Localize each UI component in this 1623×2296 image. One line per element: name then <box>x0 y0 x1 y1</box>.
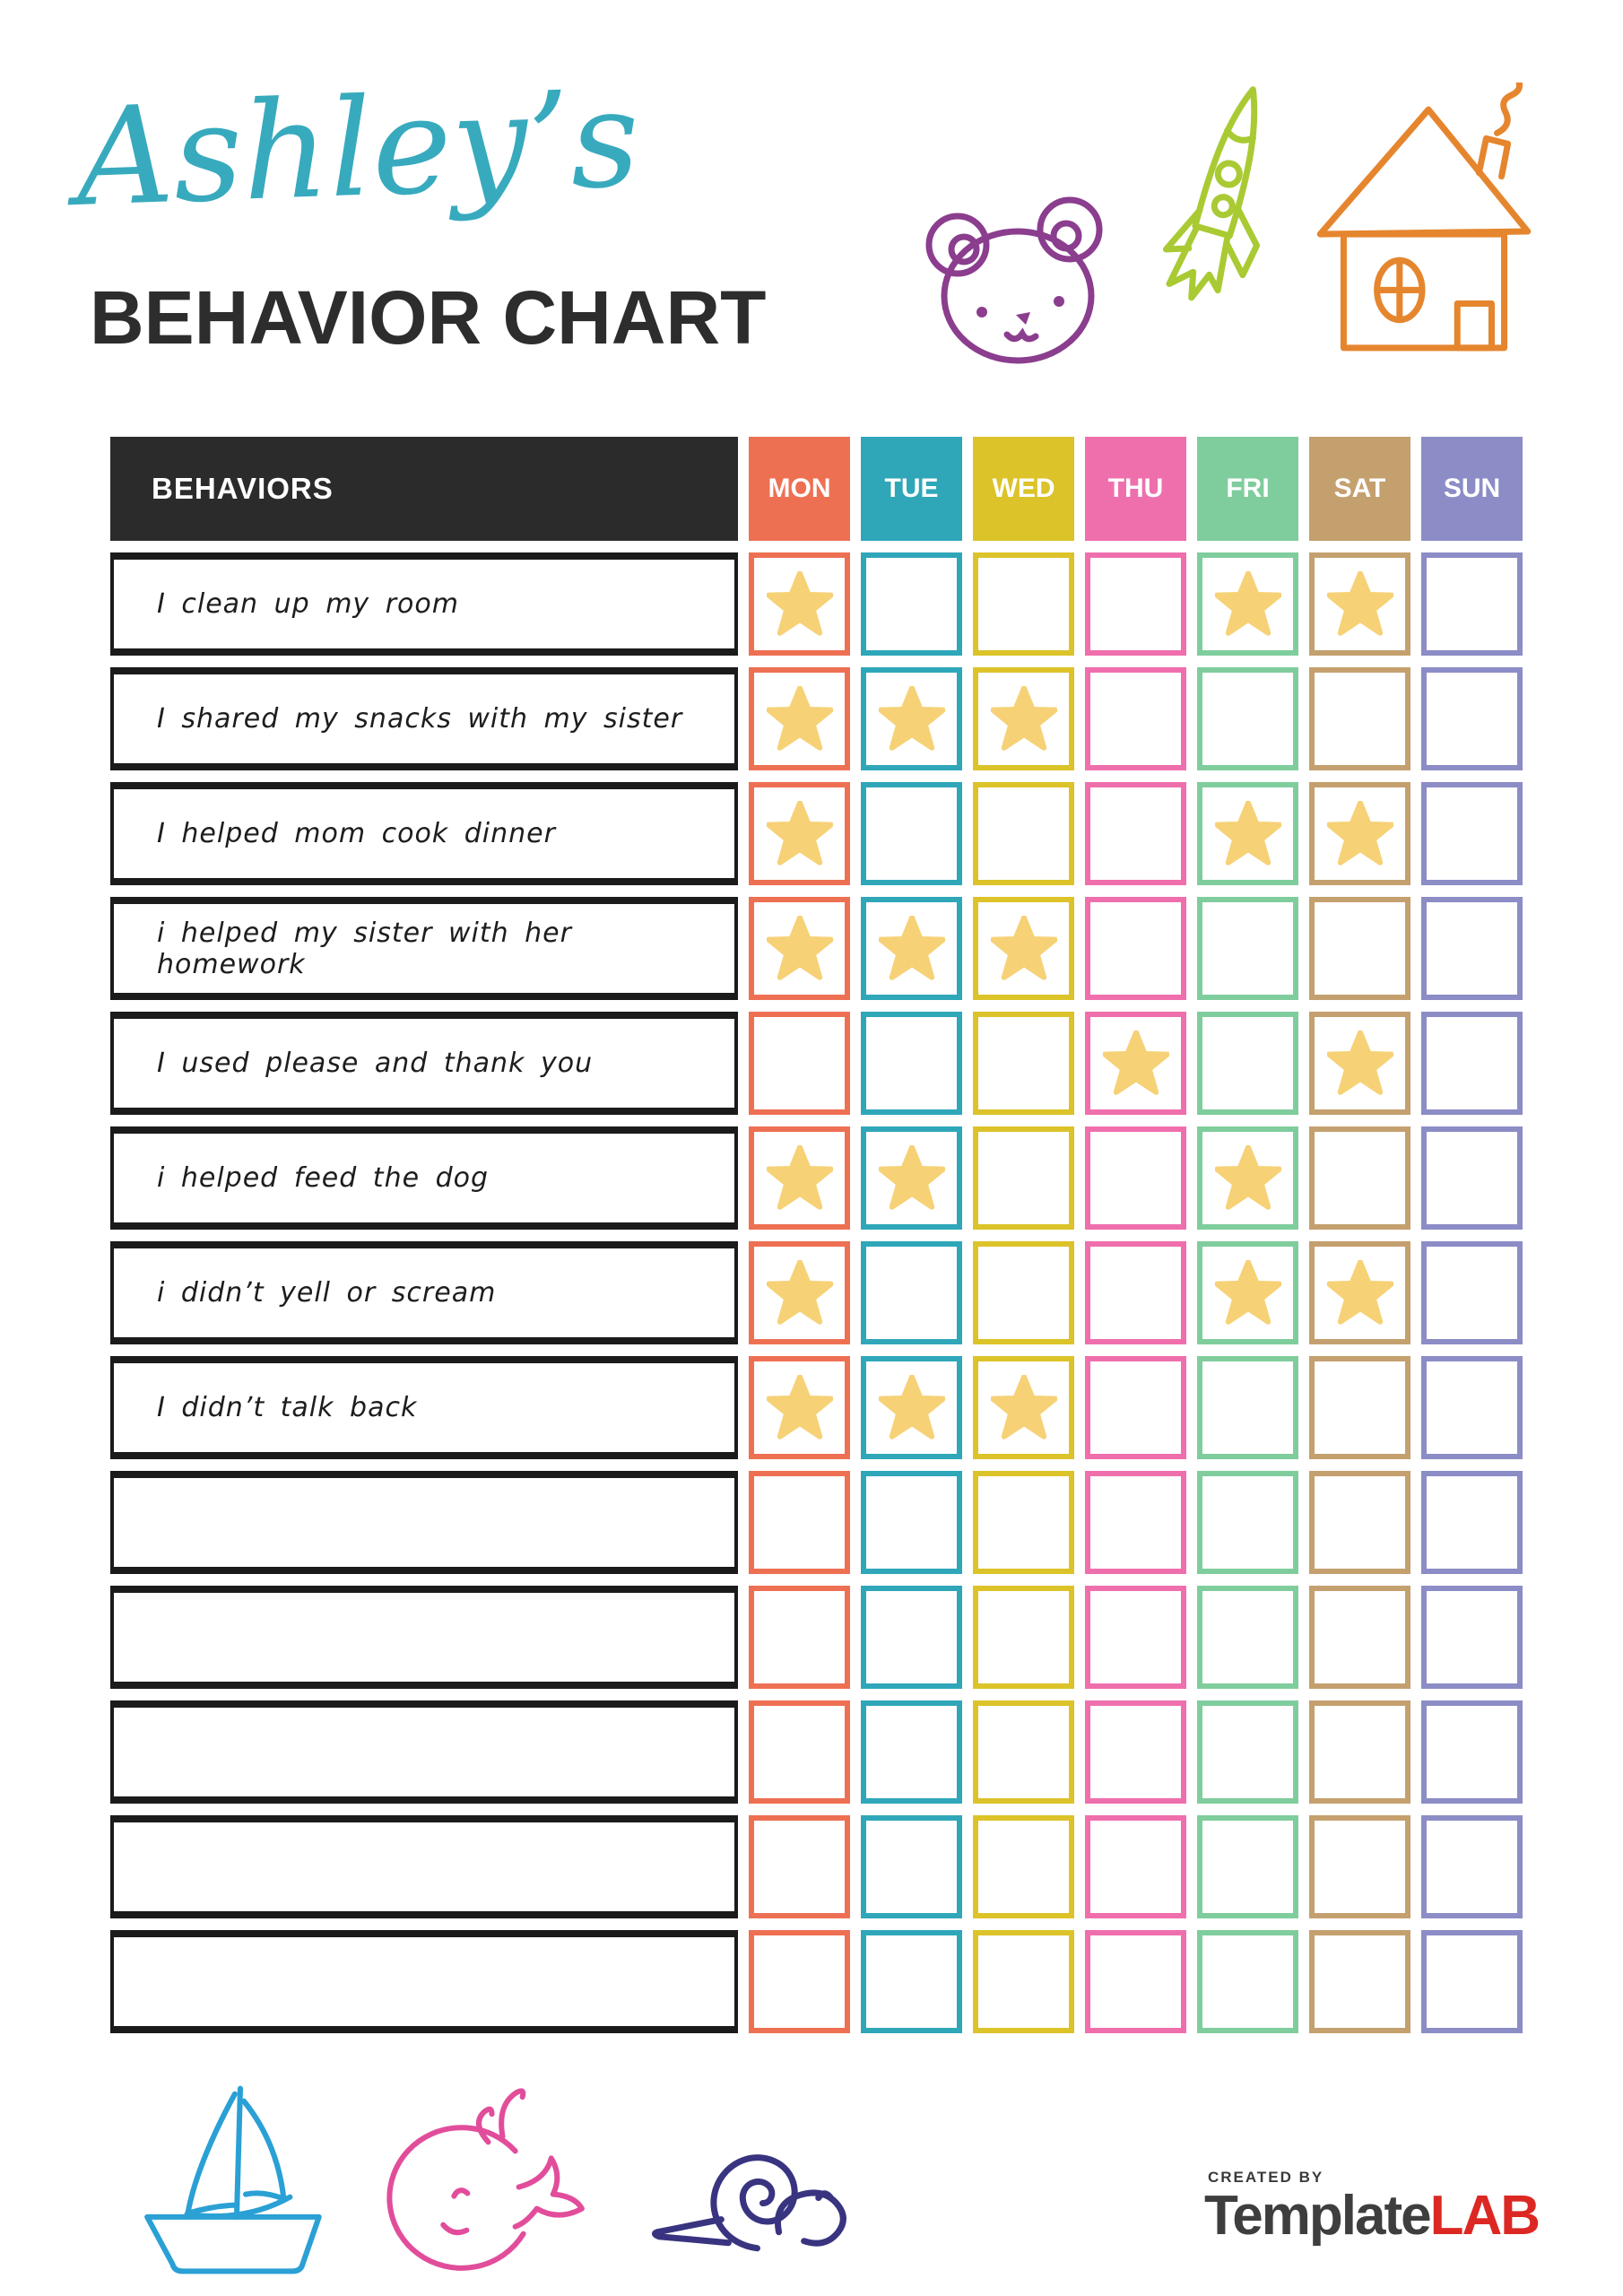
star-icon <box>1103 1031 1169 1097</box>
brand-template: Template <box>1204 2185 1430 2247</box>
star-icon <box>879 686 945 752</box>
day-cell-wed-row12[interactable] <box>973 1815 1074 1918</box>
star-icon <box>1215 1145 1281 1212</box>
rocket-doodle-icon <box>1137 70 1307 395</box>
day-cell-mon-row7[interactable] <box>749 1241 850 1344</box>
day-header-sat: SAT <box>1309 437 1410 541</box>
day-cell-sat-row3[interactable] <box>1309 782 1410 885</box>
day-cell-sat-row1[interactable] <box>1309 552 1410 656</box>
day-cell-wed-row9[interactable] <box>973 1471 1074 1574</box>
day-cell-sun-row9[interactable] <box>1421 1471 1523 1574</box>
day-cell-sun-row11[interactable] <box>1421 1700 1523 1804</box>
behavior-row-label <box>110 1471 738 1574</box>
day-cell-mon-row3[interactable] <box>749 782 850 885</box>
day-cell-thu-row5[interactable] <box>1085 1012 1186 1115</box>
day-cell-sun-row3[interactable] <box>1421 782 1523 885</box>
day-cell-thu-row9[interactable] <box>1085 1471 1186 1574</box>
behavior-row-label <box>110 1930 738 2033</box>
day-cell-tue-row6[interactable] <box>861 1126 962 1230</box>
day-cell-mon-row1[interactable] <box>749 552 850 656</box>
bear-doodle-icon <box>916 187 1124 366</box>
day-header-mon: MON <box>749 437 850 541</box>
behavior-row-label <box>110 1700 738 1804</box>
star-icon <box>991 686 1057 752</box>
day-cell-fri-row9[interactable] <box>1197 1471 1298 1574</box>
behavior-row-label <box>110 1126 738 1230</box>
day-cell-wed-row1[interactable] <box>973 552 1074 656</box>
day-cell-fri-row11[interactable] <box>1197 1700 1298 1804</box>
brand-lab: LAB <box>1429 2185 1540 2247</box>
day-header-wed: WED <box>973 437 1074 541</box>
day-cell-mon-row5[interactable] <box>749 1012 850 1115</box>
day-cell-wed-row6[interactable] <box>973 1126 1074 1230</box>
day-cell-fri-row8[interactable] <box>1197 1356 1298 1459</box>
day-cell-wed-row7[interactable] <box>973 1241 1074 1344</box>
day-cell-thu-row6[interactable] <box>1085 1126 1186 1230</box>
day-cell-mon-row9[interactable] <box>749 1471 850 1574</box>
day-cell-tue-row13[interactable] <box>861 1930 962 2033</box>
day-cell-sat-row10[interactable] <box>1309 1586 1410 1689</box>
star-icon <box>879 1145 945 1212</box>
behavior-row-label <box>110 1586 738 1689</box>
day-cell-wed-row5[interactable] <box>973 1012 1074 1115</box>
day-header-sun: SUN <box>1421 437 1523 541</box>
day-cell-thu-row1[interactable] <box>1085 552 1186 656</box>
day-cell-wed-row4[interactable] <box>973 897 1074 1000</box>
behavior-row-label <box>110 897 738 1000</box>
day-cell-sat-row12[interactable] <box>1309 1815 1410 1918</box>
behavior-label-text: I didn’t talk back <box>157 1392 418 1423</box>
day-cell-sat-row2[interactable] <box>1309 667 1410 770</box>
behavior-row-label <box>110 782 738 885</box>
day-cell-tue-row2[interactable] <box>861 667 962 770</box>
day-cell-sat-row5[interactable] <box>1309 1012 1410 1115</box>
day-cell-mon-row12[interactable] <box>749 1815 850 1918</box>
behavior-label-text: i helped my sister with her homework <box>157 917 572 980</box>
day-cell-wed-row3[interactable] <box>973 782 1074 885</box>
created-by-label: CREATED BY <box>1208 2169 1324 2186</box>
page-title: BEHAVIOR CHART <box>90 275 767 360</box>
day-cell-sat-row6[interactable] <box>1309 1126 1410 1230</box>
star-icon <box>1327 1260 1393 1326</box>
day-cell-mon-row8[interactable] <box>749 1356 850 1459</box>
behavior-row-label <box>110 552 738 656</box>
star-icon <box>767 1375 833 1441</box>
day-cell-sun-row2[interactable] <box>1421 667 1523 770</box>
star-icon <box>767 686 833 752</box>
star-icon <box>991 916 1057 982</box>
day-cell-thu-row13[interactable] <box>1085 1930 1186 2033</box>
house-doodle-icon <box>1311 83 1537 371</box>
star-icon <box>1327 571 1393 638</box>
behavior-row-label <box>110 667 738 770</box>
day-cell-tue-row11[interactable] <box>861 1700 962 1804</box>
day-cell-thu-row7[interactable] <box>1085 1241 1186 1344</box>
star-icon <box>767 1145 833 1212</box>
day-cell-wed-row10[interactable] <box>973 1586 1074 1689</box>
snail-doodle-icon <box>642 2115 881 2264</box>
day-cell-mon-row4[interactable] <box>749 897 850 1000</box>
day-cell-tue-row8[interactable] <box>861 1356 962 1459</box>
templatelab-logo <box>1204 2169 1539 2245</box>
day-cell-sun-row4[interactable] <box>1421 897 1523 1000</box>
day-cell-sun-row10[interactable] <box>1421 1586 1523 1689</box>
day-cell-sat-row11[interactable] <box>1309 1700 1410 1804</box>
day-cell-fri-row2[interactable] <box>1197 667 1298 770</box>
day-cell-thu-row3[interactable] <box>1085 782 1186 885</box>
day-cell-tue-row9[interactable] <box>861 1471 962 1574</box>
day-cell-sat-row4[interactable] <box>1309 897 1410 1000</box>
day-cell-fri-row13[interactable] <box>1197 1930 1298 2033</box>
star-icon <box>1215 801 1281 867</box>
day-cell-sat-row7[interactable] <box>1309 1241 1410 1344</box>
day-cell-wed-row13[interactable] <box>973 1930 1074 2033</box>
star-icon <box>1215 571 1281 638</box>
day-cell-sat-row8[interactable] <box>1309 1356 1410 1459</box>
day-cell-tue-row10[interactable] <box>861 1586 962 1689</box>
day-cell-tue-row5[interactable] <box>861 1012 962 1115</box>
day-cell-tue-row3[interactable] <box>861 782 962 885</box>
day-header-thu: THU <box>1085 437 1186 541</box>
behavior-row-label <box>110 1815 738 1918</box>
child-name-title: Ashley’s <box>74 61 642 237</box>
day-cell-tue-row1[interactable] <box>861 552 962 656</box>
star-icon <box>767 1260 833 1326</box>
day-cell-fri-row7[interactable] <box>1197 1241 1298 1344</box>
whale-doodle-icon <box>382 2079 603 2291</box>
day-cell-fri-row5[interactable] <box>1197 1012 1298 1115</box>
star-icon <box>767 571 833 638</box>
star-icon <box>767 916 833 982</box>
day-cell-fri-row3[interactable] <box>1197 782 1298 885</box>
behavior-row-label <box>110 1356 738 1459</box>
day-cell-thu-row2[interactable] <box>1085 667 1186 770</box>
day-cell-sun-row6[interactable] <box>1421 1126 1523 1230</box>
day-cell-thu-row8[interactable] <box>1085 1356 1186 1459</box>
day-cell-mon-row2[interactable] <box>749 667 850 770</box>
day-cell-mon-row6[interactable] <box>749 1126 850 1230</box>
behavior-label-text: I shared my snacks with my sister <box>157 703 683 735</box>
behavior-table <box>110 437 1523 2033</box>
day-cell-tue-row4[interactable] <box>861 897 962 1000</box>
star-icon <box>767 801 833 867</box>
sailboat-doodle-icon <box>135 2072 352 2285</box>
day-cell-fri-row1[interactable] <box>1197 552 1298 656</box>
day-header-fri: FRI <box>1197 437 1298 541</box>
star-icon <box>879 916 945 982</box>
day-cell-tue-row7[interactable] <box>861 1241 962 1344</box>
day-cell-mon-row10[interactable] <box>749 1586 850 1689</box>
day-cell-sun-row13[interactable] <box>1421 1930 1523 2033</box>
day-cell-thu-row12[interactable] <box>1085 1815 1186 1918</box>
behavior-row-label <box>110 1241 738 1344</box>
day-cell-sun-row8[interactable] <box>1421 1356 1523 1459</box>
behavior-label-text: I helped mom cook dinner <box>157 818 556 849</box>
star-icon <box>1327 1031 1393 1097</box>
day-cell-fri-row4[interactable] <box>1197 897 1298 1000</box>
day-header-tue: TUE <box>861 437 962 541</box>
day-cell-sun-row7[interactable] <box>1421 1241 1523 1344</box>
star-icon <box>1327 801 1393 867</box>
day-cell-mon-row13[interactable] <box>749 1930 850 2033</box>
day-cell-fri-row10[interactable] <box>1197 1586 1298 1689</box>
star-icon <box>991 1375 1057 1441</box>
day-cell-sun-row1[interactable] <box>1421 552 1523 656</box>
day-cell-wed-row8[interactable] <box>973 1356 1074 1459</box>
behavior-label-text: i helped feed the dog <box>157 1162 490 1194</box>
behavior-row-label <box>110 1012 738 1115</box>
day-cell-fri-row6[interactable] <box>1197 1126 1298 1230</box>
day-cell-sat-row13[interactable] <box>1309 1930 1410 2033</box>
day-cell-tue-row12[interactable] <box>861 1815 962 1918</box>
day-cell-thu-row11[interactable] <box>1085 1700 1186 1804</box>
day-cell-sun-row12[interactable] <box>1421 1815 1523 1918</box>
day-cell-thu-row10[interactable] <box>1085 1586 1186 1689</box>
day-cell-sat-row9[interactable] <box>1309 1471 1410 1574</box>
star-icon <box>879 1375 945 1441</box>
day-cell-thu-row4[interactable] <box>1085 897 1186 1000</box>
day-cell-mon-row11[interactable] <box>749 1700 850 1804</box>
day-cell-fri-row12[interactable] <box>1197 1815 1298 1918</box>
behavior-label-text: i didn’t yell or scream <box>157 1277 497 1309</box>
brand-wordmark <box>1204 2187 1539 2245</box>
day-cell-wed-row11[interactable] <box>973 1700 1074 1804</box>
day-cell-wed-row2[interactable] <box>973 667 1074 770</box>
behavior-label-text: I clean up my room <box>157 588 459 620</box>
star-icon <box>1215 1260 1281 1326</box>
behavior-label-text: I used please and thank you <box>157 1048 594 1079</box>
behaviors-column-header: BEHAVIORS <box>110 437 738 541</box>
day-cell-sun-row5[interactable] <box>1421 1012 1523 1115</box>
